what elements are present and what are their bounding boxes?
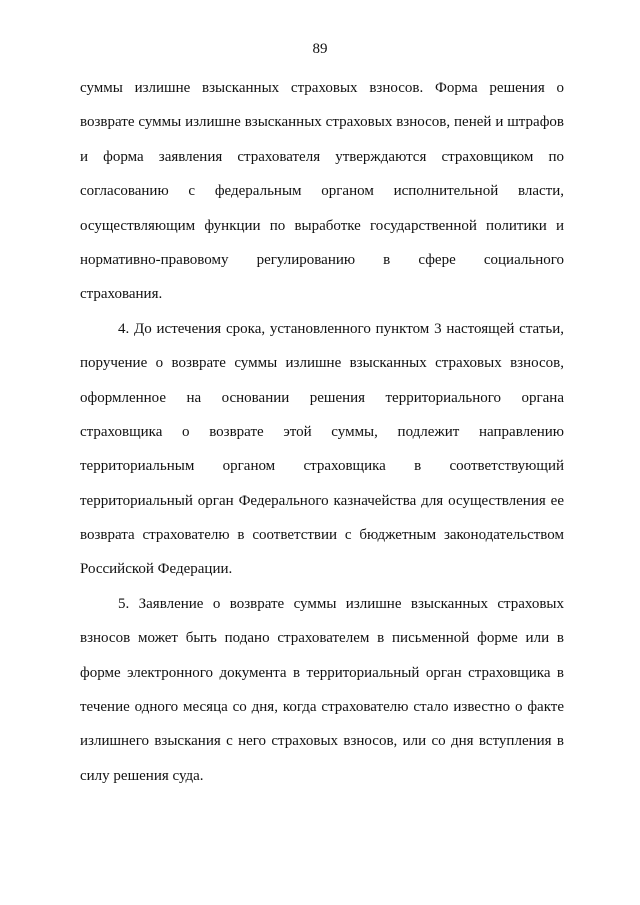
paragraph xyxy=(80,75,564,316)
text-line: силу решения суда. xyxy=(80,767,204,784)
text-line: страхования. xyxy=(80,286,163,303)
text-line: оформленное на основании решения территориального органа xyxy=(80,389,564,406)
text-line: возврата страхователю в соответствии с бюджетным законодательством xyxy=(80,527,564,544)
text-line: 5. Заявление о возврате суммы излишне взысканных страховых xyxy=(118,595,564,612)
text-line: осуществляющим функции по выработке государственной политики и xyxy=(80,217,564,234)
page-number: 89 xyxy=(312,41,328,57)
text-line: и форма заявления страхователя утверждаются страховщиком по xyxy=(80,148,564,165)
text-line: поручение о возврате суммы излишне взысканных страховых взносов, xyxy=(80,355,564,372)
text-line: суммы излишне взысканных страховых взносов. Форма решения о xyxy=(80,80,564,96)
text-line: согласованию с федеральным органом исполнительной власти, xyxy=(80,183,564,200)
text-line: территориальный орган Федерального казначейства для осуществления ее xyxy=(80,492,564,509)
text-line: территориальным органом страховщика в соответствующий xyxy=(80,458,564,475)
text-line: 4. До истечения срока, установленного пунктом 3 настоящей статьи, xyxy=(118,320,564,337)
text-line: форме электронного документа в территориальный орган страховщика в xyxy=(80,664,564,681)
text-line: взносов может быть подано страхователем в письменной форме или в xyxy=(80,630,564,647)
text-line: страховщика о возврате этой суммы, подлежит направлению xyxy=(80,423,564,440)
text-line: возврате суммы излишне взысканных страховых взносов, пеней и штрафов xyxy=(80,114,564,131)
text-line: нормативно-правовому регулированию в сфере социального xyxy=(80,251,564,268)
paragraph xyxy=(80,316,564,591)
paragraph xyxy=(80,591,564,797)
text-line: Российской Федерации. xyxy=(80,561,233,578)
text-line: излишнего взыскания с него страховых взносов, или со дня вступления в xyxy=(80,733,564,750)
document-body xyxy=(80,75,564,797)
text-line: течение одного месяца со дня, когда страхователю стало известно о факте xyxy=(80,699,564,716)
